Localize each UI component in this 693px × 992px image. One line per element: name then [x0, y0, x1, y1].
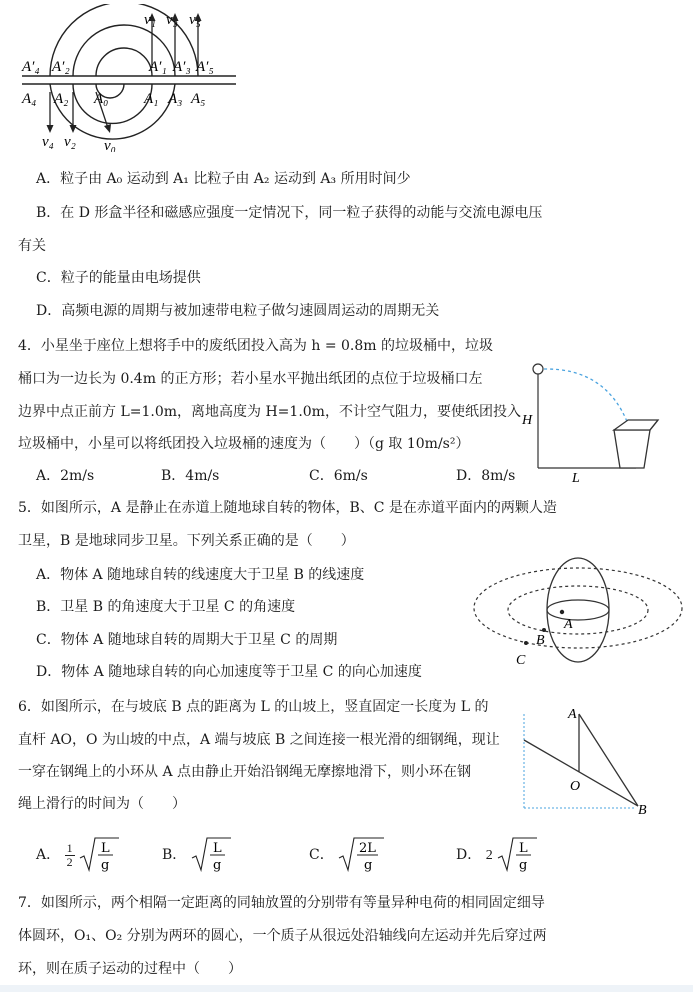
q3-option-c: C．粒子的能量由电场提供 — [36, 270, 201, 286]
q3-option-a: A．粒子由 A₀ 运动到 A₁ 比粒子由 A₂ 运动到 A₃ 所用时间少 — [36, 171, 411, 187]
point-label-a1: A₁ — [144, 91, 159, 107]
height-label-h: H — [522, 413, 533, 428]
page-bottom-edge — [0, 985, 693, 992]
q6-stem-line1: 6．如图所示，在与坡底 B 点的距离为 L 的山坡上，竖直固定一长度为 L 的 — [18, 699, 489, 715]
slope-rope-figure — [518, 702, 658, 818]
svg-text:2L: 2L — [359, 841, 377, 856]
q6-stem-line3: 一穿在钢绳上的小环从 A 点由静止开始沿钢绳无摩擦地滑下，则小环在钢 — [18, 764, 472, 780]
q5-option-d: D．物体 A 随地球自转的向心加速度等于卫星 C 的向心加速度 — [36, 664, 422, 680]
point-label-a3: A₃ — [168, 91, 183, 107]
svg-text:g: g — [519, 858, 528, 873]
svg-text:g: g — [212, 858, 222, 873]
object-label-a: A — [564, 617, 573, 632]
q7-stem-line3: 环，则在质子运动的过程中（ ） — [18, 961, 242, 977]
q3-option-d: D．高频电源的周期与被加速带电粒子做匀速圆周运动的周期无关 — [36, 303, 440, 319]
point-label-a: A — [568, 707, 577, 722]
velocity-label-v4: v₄ — [42, 134, 54, 150]
q5-stem-line2: 卫星，B 是地球同步卫星。下列关系正确的是（ ） — [18, 533, 355, 549]
svg-text:L: L — [212, 841, 222, 856]
q4-stem-line3: 边界中点正前方 L=1.0m，离地高度为 H=1.0m，不计空气阻力，要使纸团投入 — [18, 404, 521, 420]
q6-option-a: A． $\frac{1}{2}$ L g — [36, 836, 119, 874]
velocity-label-v0: v₀ — [104, 138, 116, 152]
q3-option-b-line1: B．在 D 形盒半径和磁感应强度一定情况下，同一粒子获得的动能与交流电源电压 — [36, 205, 543, 221]
q4-option-b: B．4m/s — [161, 468, 220, 484]
point-label-a3-prime: A′₃ — [173, 59, 191, 75]
svg-text:L: L — [101, 841, 110, 856]
q6-stem-line2: 直杆 AO，O 为山坡的中点，A 端与坡底 B 之间连接一根光滑的细钢绳，现让 — [18, 732, 500, 748]
q7-stem-line1: 7．如图所示，两个相隔一定距离的同轴放置的分别带有等量异种电荷的相同固定细导 — [18, 895, 545, 911]
sqrt-symbol — [79, 836, 119, 874]
point-label-b: B — [638, 803, 647, 818]
q6-option-d: D． 2 L g — [456, 836, 537, 874]
q4-stem-line1: 4．小星坐于座位上想将手中的废纸团投入高为 h = 0.8m 的垃圾桶中，垃圾 — [18, 338, 493, 354]
point-label-a4: A₄ — [22, 91, 37, 107]
velocity-label-v5: v₅ — [189, 12, 201, 28]
svg-text:L: L — [519, 841, 528, 856]
q5-option-b: B．卫星 B 的角速度大于卫星 C 的角速度 — [36, 599, 296, 615]
point-label-a2: A₂ — [54, 91, 69, 107]
projectile-figure — [516, 358, 676, 488]
point-label-a4-prime: A′₄ — [22, 59, 40, 75]
cyclotron-figure — [18, 4, 240, 152]
svg-text:g: g — [364, 858, 373, 873]
velocity-label-v2: v₂ — [64, 134, 76, 150]
q4-option-a: A．2m/s — [36, 468, 95, 484]
q3-option-b-line2: 有关 — [18, 238, 46, 254]
point-label-o: O — [570, 779, 581, 794]
point-label-a5-prime: A′₅ — [196, 59, 214, 75]
q4-stem-line2: 桶口为一边长为 0.4m 的正方形；若小星水平抛出纸团的点位于垃圾桶口左 — [18, 371, 483, 387]
q7-stem-line2: 体圆环，O₁、O₂ 分别为两环的圆心，一个质子从很远处沿轴线向左运动并先后穿过两 — [18, 928, 547, 944]
sqrt-symbol — [338, 836, 384, 874]
q5-option-a: A．物体 A 随地球自转的线速度大于卫星 B 的线速度 — [36, 567, 365, 583]
q4-stem-line4: 垃圾桶中，小星可以将纸团投入垃圾桶的速度为（ ）（g 取 10m/s²） — [18, 436, 470, 452]
q6-stem-line4: 绳上滑行的时间为（ ） — [18, 796, 186, 812]
q4-option-d: D．8m/s — [456, 468, 516, 484]
q4-option-c: C．6m/s — [309, 468, 368, 484]
q6-option-c: C． 2L g — [309, 836, 384, 874]
sqrt-symbol — [191, 836, 231, 874]
satellite-label-b: B — [536, 633, 545, 648]
satellite-orbit-figure — [470, 548, 688, 676]
q5-stem-line1: 5．如图所示，A 是静止在赤道上随地球自转的物体，B、C 是在赤道平面内的两颗人造 — [18, 500, 557, 516]
point-label-a5: A₅ — [191, 91, 206, 107]
velocity-label-v1: v₁ — [144, 12, 156, 28]
point-label-a2-prime: A′₂ — [52, 59, 70, 75]
svg-text:g: g — [101, 858, 110, 873]
sqrt-symbol — [497, 836, 537, 874]
q6-option-b: B． L g — [162, 836, 231, 874]
point-label-a0: A₀ — [94, 91, 109, 107]
point-label-a1-prime: A′₁ — [149, 59, 167, 75]
distance-label-l: L — [572, 471, 580, 486]
velocity-label-v3: v₃ — [166, 12, 178, 28]
satellite-label-c: C — [516, 653, 526, 668]
q5-option-c: C．物体 A 随地球自转的周期大于卫星 C 的周期 — [36, 632, 338, 648]
